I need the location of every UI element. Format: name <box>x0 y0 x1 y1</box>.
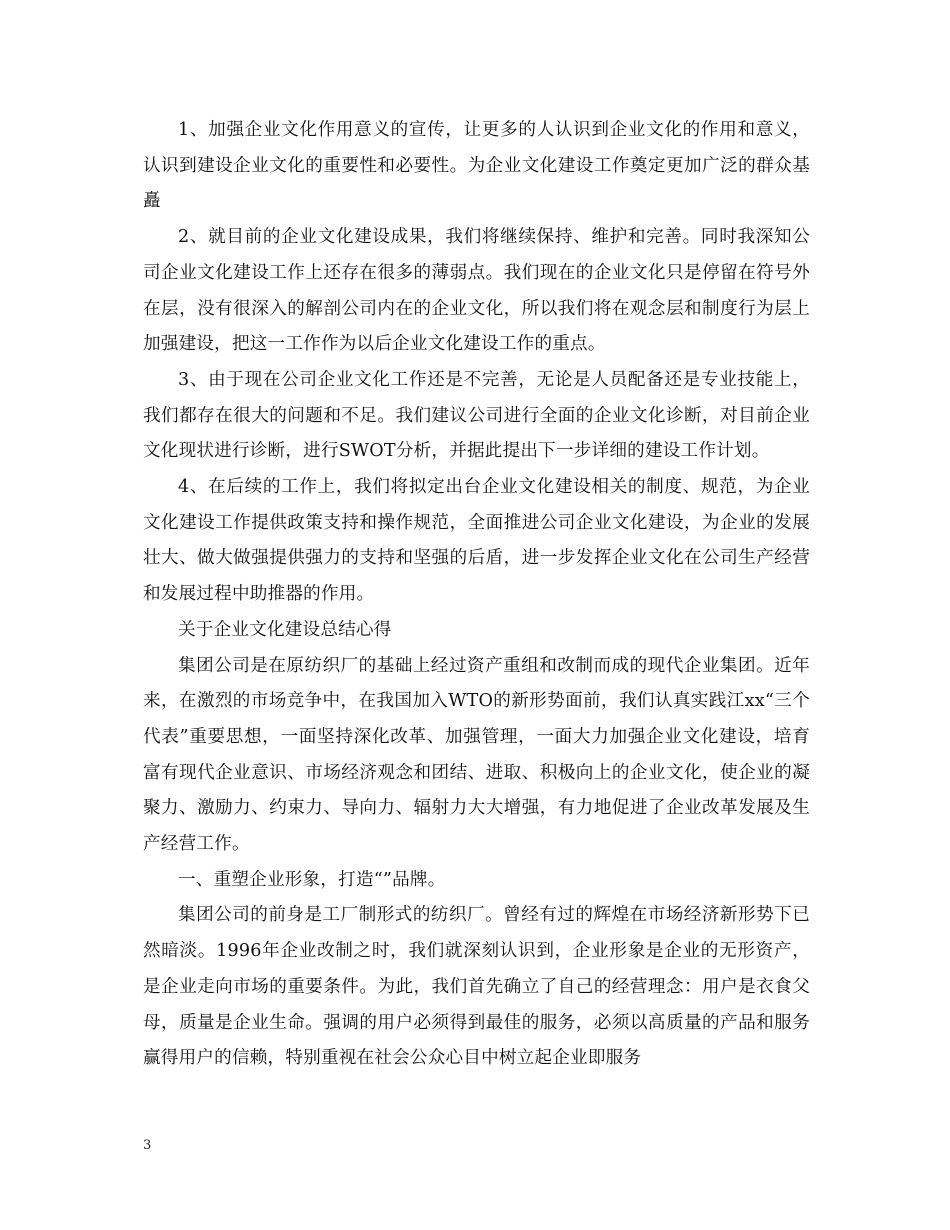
paragraph-1: 1、加强企业文化作用意义的宣传，让更多的人认识到企业文化的作用和意义，认识到建设企业文化的重要性和必要性。为企业文化建设工作奠定更加广泛的群众基矗 <box>143 120 810 212</box>
section-heading: 关于企业文化建设总结心得 <box>178 619 392 640</box>
paragraph-4: 4、在后续的工作上，我们将拟定出台企业文化建设相关的制度、规范，为企业文化建设工作提供政策支持和操作规范，全面推进公司企业文化建设，为企业的发展壮大、做大做强提供强力的支持和坚强的后盾，进一步发挥企业文化在公司生产经营和发展过程中助推器的作用。 <box>143 477 810 605</box>
subsection-heading: 一、重塑企业形象，打造“”品牌。 <box>178 869 446 890</box>
page-number: 3 <box>143 1138 152 1153</box>
paragraph-2: 2、就目前的企业文化建设成果，我们将继续保持、维护和完善。同时我深知公司企业文化建设工作上还存在很多的薄弱点。我们现在的企业文化只是停留在符号外在层，没有很深入的解剖公司内在的企业文化，所以我们将在观念层和制度行为层上加强建设，把这一工作作为以后企业文化建设工作的重点。 <box>143 227 810 355</box>
paragraph-5: 集团公司是在原纺织厂的基础上经过资产重组和改制而成的现代企业集团。近年来，在激烈的市场竞争中，在我国加入WTO的新形势面前，我们认真实践江xx“三个代表”重要思想，一面坚持深化改革、加强管理，一面大力加强企业文化建设，培育富有现代企业意识、市场经济观念和团结、进取、积极向上的企业文化，使企业的凝聚力、激励力、约束力、导向力、辐射力大大增强，有力地促进了企业改革发展及生产经营工作。 <box>143 655 810 855</box>
paragraph-3: 3、由于现在公司企业文化工作还是不完善，无论是人员配备还是专业技能上，我们都存在很大的问题和不足。我们建议公司进行全面的企业文化诊断，对目前企业文化现状进行诊断，进行SWOT分析，并据此提出下一步详细的建设工作计划。 <box>143 369 810 462</box>
paragraph-6: 集团公司的前身是工厂制形式的纺织厂。曾经有过的辉煌在市场经济新形势下已然暗淡。1996年企业改制之时，我们就深刻认识到，企业形象是企业的无形资产，是企业走向市场的重要条件。为此，我们首先确立了自己的经营理念：用户是衣食父母，质量是企业生命。强调的用户必须得到最佳的服务，必须以高质量的产品和服务赢得用户的信赖，特别重视在社会公众心目中树立起企业即服务 <box>143 905 810 1069</box>
document-body <box>143 113 810 1077</box>
